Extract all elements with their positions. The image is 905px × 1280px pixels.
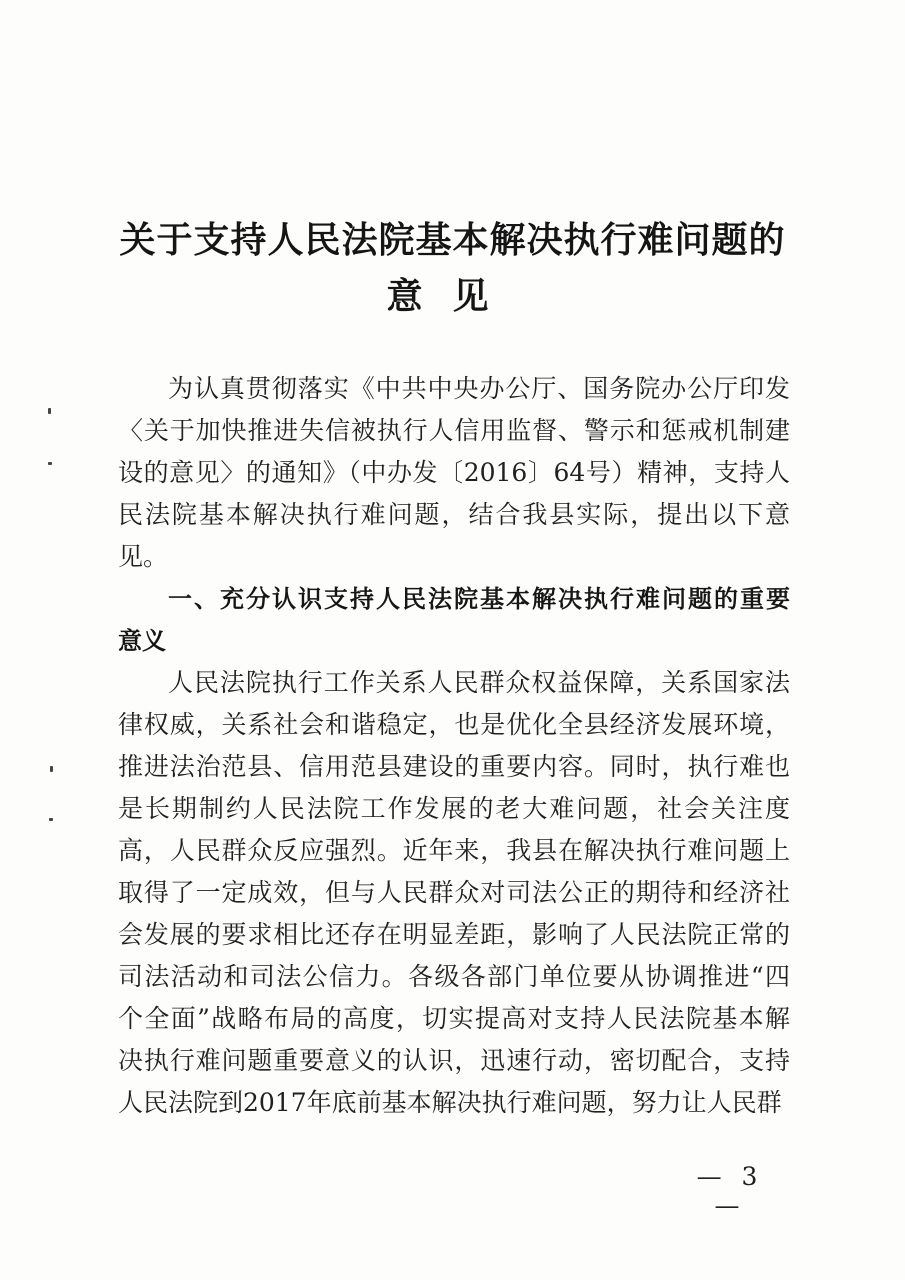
page-number: — 3 — (696, 1162, 764, 1220)
binding-mark (48, 408, 51, 414)
text-line: 是长期制约人民法院工作发展的老大难问题，社会关注度 (118, 794, 790, 823)
text-line: 决执行难问题重要意义的认识，迅速行动，密切配合，支持 (118, 1046, 790, 1075)
text-line: 取得了一定成效，但与人民群众对司法公正的期待和经济社 (118, 878, 790, 907)
text-line: 〈关于加快推进失信被执行人信用监督、警示和惩戒机制建 (118, 416, 790, 445)
text-line: 人民法院执行工作关系人民群众权益保障，关系国家法 (168, 668, 790, 697)
text-line: 人民法院到2017年底前基本解决执行难问题，努力让人民群 (118, 1088, 782, 1117)
text-line: 个全面”战略布局的高度，切实提高对支持人民法院基本解 (118, 1004, 790, 1033)
text-line: 司法活动和司法公信力。各级各部门单位要从协调推进“四 (118, 962, 790, 991)
document-title-line-2: 意见 (386, 276, 519, 317)
text-line: 为认真贯彻落实《中共中央办公厅、国务院办公厅印发 (168, 374, 790, 403)
heading-line: 意义 (118, 627, 166, 655)
text-line: 律权威，关系社会和谐稳定，也是优化全县经济发展环境， (118, 710, 790, 739)
document-body (118, 368, 790, 1124)
text-line: 会发展的要求相比还存在明显差距，影响了人民法院正常的 (118, 920, 790, 949)
text-line: 高，人民群众反应强烈。近年来，我县在解决执行难问题上 (118, 836, 790, 865)
text-line: 民法院基本解决执行难问题，结合我县实际，提出以下意 (118, 500, 790, 529)
text-line: 设的意见〉的通知》（中办发〔2016〕64号）精神，支持人 (118, 458, 790, 487)
paragraph (118, 662, 790, 1124)
text-line: 见。 (118, 542, 169, 571)
binding-mark (48, 462, 52, 465)
heading-line: 一、充分认识支持人民法院基本解决执行难问题的重要 (168, 585, 790, 613)
document-title-line-1: 关于支持人民法院基本解决执行难问题的 (119, 220, 786, 261)
text-line: 推进法治范县、信用范县建设的重要内容。同时，执行难也 (118, 752, 790, 781)
paragraph (118, 368, 790, 578)
binding-mark (50, 766, 53, 772)
section-heading (118, 578, 790, 662)
binding-mark (49, 818, 53, 821)
